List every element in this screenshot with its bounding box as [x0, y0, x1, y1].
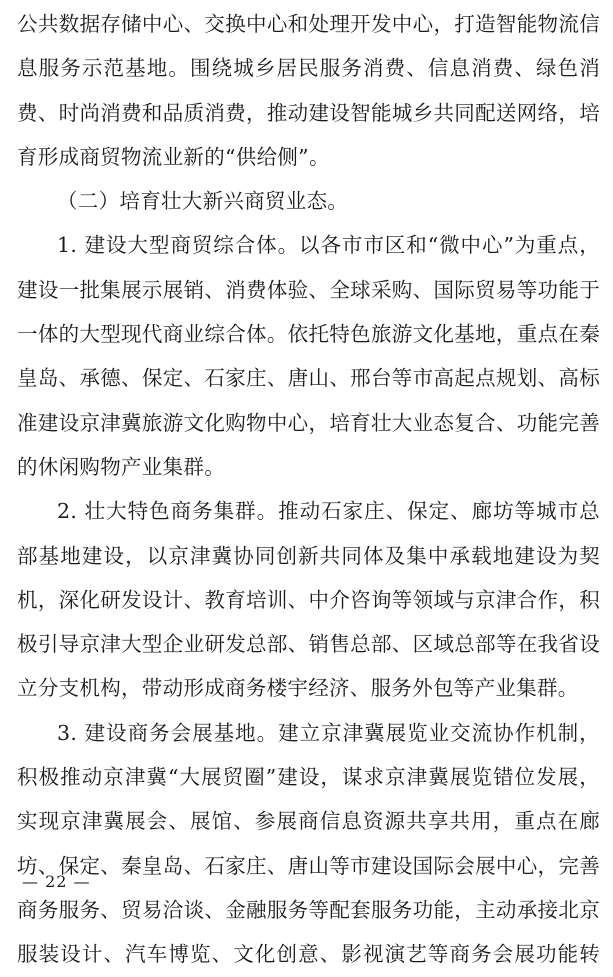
- text-line: 部基地建设，以京津冀协同创新共同体及集中承载地建设为契: [17, 543, 600, 568]
- paragraph-first-line: 1. 建设大型商贸综合体。以各市市区和“微中心”为重点，: [57, 233, 600, 258]
- page-number: — 22 —: [22, 872, 91, 891]
- text-line: 皇岛、承德、保定、石家庄、唐山、邢台等市高起点规划、高标: [17, 366, 600, 391]
- text-line: 育形成商贸物流业新的“供给侧”。: [17, 144, 330, 169]
- text-line: 费、时尚消费和品质消费，推动建设智能城乡共同配送网络，培: [17, 100, 600, 125]
- paragraph-first-line: 3. 建设商务会展基地。建立京津冀展览业交流协作机制，: [57, 720, 600, 745]
- text-line: 的休闲购物产业集群。: [17, 454, 225, 479]
- body-text: [17, 2, 600, 977]
- text-line: 积极推动京津冀“大展贸圈”建设，谋求京津冀展览错位发展，: [17, 765, 600, 790]
- text-line: 准建设京津冀旅游文化购物中心，培育壮大业态复合、功能完善: [17, 410, 600, 435]
- text-line: 实现京津冀展会、展馆、参展商信息资源共享共用，重点在廊: [17, 809, 600, 834]
- text-line: 一体的大型现代商业综合体。依托特色旅游文化基地，重点在秦: [17, 322, 600, 347]
- section-heading: （二）培育壮大新兴商贸业态。: [57, 189, 349, 214]
- text-line: 公共数据存储中心、交换中心和处理开发中心，打造智能物流信: [17, 12, 600, 36]
- paragraph-first-line: 2. 壮大特色商务集群。推动石家庄、保定、廊坊等城市总: [57, 499, 600, 524]
- text-line: 坊、保定、秦皇岛、石家庄、唐山等市建设国际会展中心，完善: [17, 853, 600, 878]
- text-line: 立分支机构，带动形成商务楼宇经济、服务外包等产业集群。: [17, 676, 579, 701]
- text-line: 商务服务、贸易洽谈、金融服务等配套服务功能，主动承接北京: [17, 897, 600, 922]
- text-line: 息服务示范基地。围绕城乡居民服务消费、信息消费、绿色消: [17, 56, 600, 81]
- text-line: 机，深化研发设计、教育培训、中介咨询等领域与京津合作，积: [17, 587, 600, 612]
- text-line: 服装设计、汽车博览、文化创意、影视演艺等商务会展功能转: [17, 942, 600, 967]
- text-line: 建设一批集展示展销、消费体验、全球采购、国际贸易等功能于: [17, 277, 600, 302]
- text-line: 极引导京津大型企业研发总部、销售总部、区域总部等在我省设: [17, 632, 600, 657]
